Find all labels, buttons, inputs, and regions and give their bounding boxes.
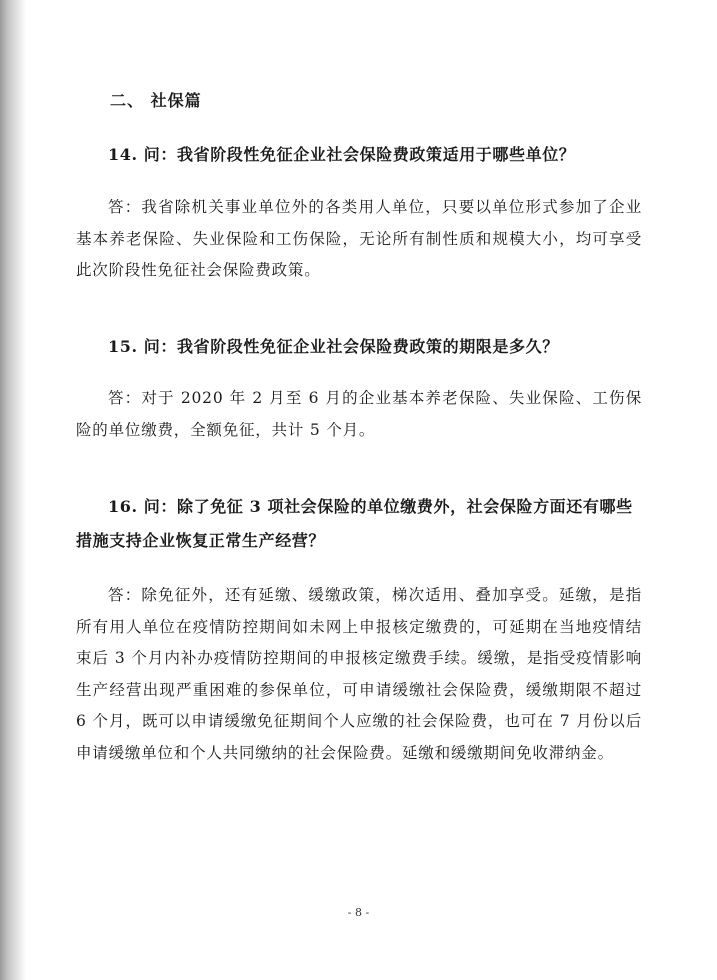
answer-16: 答：除免征外，还有延缴、缓缴政策，梯次适用、叠加享受。延缴，是指所有用人单位在疫情防控期间如未网上申报核定缴费的，可延期在当地疫情结束后 3 个月内补办疫情防控期间的申报核定缴费手续。缓缴，是指受疫情影响生产经营出现严重困难的参保单位，可申请缓缴社会保险费，缓缴期限不超过 6 个月，既可以申请缓缴免征期间个人应缴的社会保险费，也可在 7 月份以后申请缓缴单位和个人共同缴纳的社会保险费。延缴和缓缴期间免收滞纳金。	[76, 586, 642, 762]
question-16: 16. 问：除了免征 3 项社会保险的单位缴费外，社会保险方面还有哪些措施支持企业恢复正常生产经营？	[76, 497, 633, 550]
question-14: 14. 问：我省阶段性免征企业社会保险费政策适用于哪些单位？	[108, 145, 576, 164]
answer-14: 答：我省除机关事业单位外的各类用人单位，只要以单位形式参加了企业基本养老保险、失业保险和工伤保险，无论所有制性质和规模大小，均可享受此次阶段性免征社会保险费政策。	[76, 198, 642, 279]
section-heading: 二、 社保篇	[110, 91, 202, 110]
page-number: - 8 -	[347, 906, 370, 919]
answer-15: 答：对于 2020 年 2 月至 6 月的企业基本养老保险、失业保险、工伤保险的单位缴费，全额免征，共计 5 个月。	[76, 389, 642, 439]
question-15: 15. 问：我省阶段性免征企业社会保险费政策的期限是多久？	[108, 337, 559, 356]
